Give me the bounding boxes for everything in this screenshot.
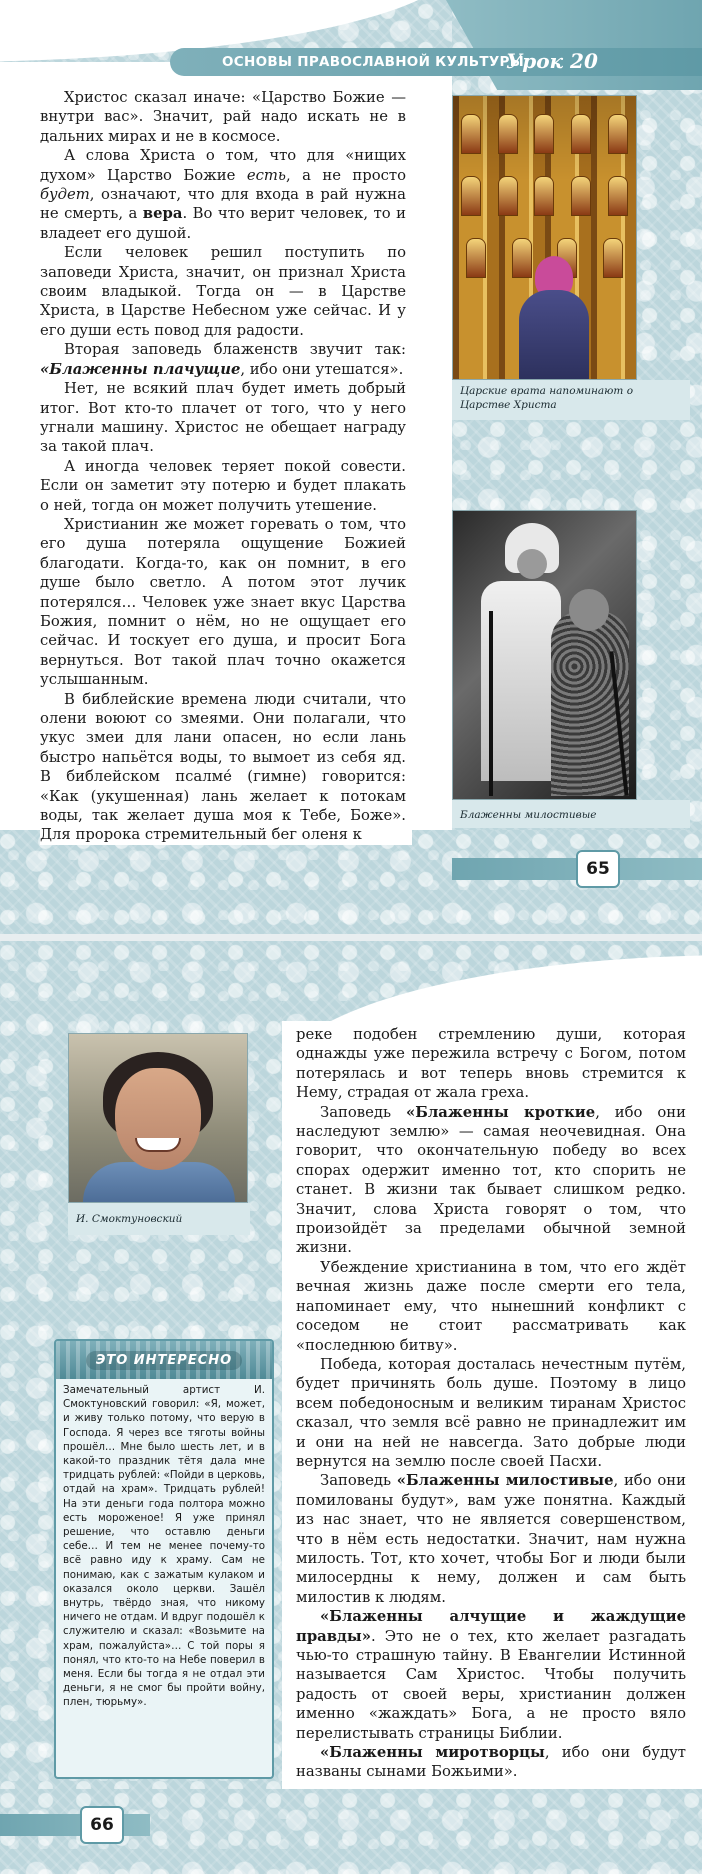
body-paragraph	[40, 690, 406, 845]
emphasis-run: «Блаженны кроткие	[405, 1103, 596, 1121]
text-run: . Это не о тех, кто желает разгадать чью-то страшную тайну. В Евангелии Истинной называется Сам Христос. Чтобы получить радость от своей веры, христианин должен именно «жаждать» Бога, а не просто вяло перелистывать страницы Библии.	[296, 1627, 686, 1742]
iconostasis-photo	[452, 95, 637, 380]
praying-woman-figure	[513, 256, 593, 380]
body-paragraph	[40, 243, 406, 340]
nurse-and-elder-photo	[452, 510, 637, 800]
body-paragraph	[296, 1607, 686, 1743]
emphasis-run: есть	[246, 166, 286, 184]
caption-iconostasis: Царские врата напоминают о Царстве Христа	[452, 380, 690, 420]
text-run: реке подобен стремлению души, которая однажды уже пережила встречу с Богом, потом потерялась и вот теперь вновь стремится к Нему, страдая от жала греха.	[296, 1026, 686, 1102]
emphasis-run: «Блаженны алчущие и жаждущие правды»	[296, 1608, 686, 1645]
page-separator	[0, 934, 702, 941]
body-paragraph	[40, 515, 406, 690]
page-number-bar	[0, 1814, 150, 1836]
text-run: Заповедь	[320, 1103, 406, 1121]
emphasis-run: «Блаженны миротворцы	[320, 1744, 545, 1762]
text-run: А слова Христа о том, что для «нищих духом» Царство Божие	[40, 147, 406, 184]
interesting-fact-title: ЭТО ИНТЕРЕСНО	[86, 1351, 242, 1370]
text-run: Нет, не всякий плач будет иметь добрый итог. Вот кто-то плачет от того, что у него угнали машину. Христос не обещает награду за такой плач.	[40, 380, 406, 456]
text-run: Победа, которая досталась нечестным путём, будет причинять боль душе. Поэтому в лицо всем победоносным и великим тиранам Христос сказал, что земля всё равно не принадлежит им и они на ней не навсегда. Зато добрые люди вернутся на землю после своей Пасхи.	[296, 1355, 686, 1470]
lesson-label: Урок 20	[506, 49, 598, 73]
body-paragraph	[296, 1025, 686, 1103]
icon-row-middle	[453, 176, 636, 222]
text-run: Если человек решил поступить по заповеди Христа, значит, он признал Христа своим владыкой. Тогда он — в Царстве Христа, в Царстве Небесном уже сейчас. И у его души есть повод для радости.	[40, 244, 406, 339]
emphasis-run: «Блаженны плачущие	[40, 360, 241, 378]
emphasis-run: вера	[142, 205, 183, 223]
caption-nurse: Блаженны милостивые	[452, 800, 690, 828]
body-paragraph	[40, 88, 406, 146]
body-paragraph	[296, 1103, 686, 1258]
body-paragraph	[296, 1355, 686, 1471]
text-run: Вторая заповедь блаженств звучит так:	[64, 341, 406, 359]
page-number: 66	[80, 1806, 124, 1844]
text-run: Христианин же может горевать о том, что его душа потеряла ощущение Божией благодати. Когда-то, как он помнит, в его душе было светло. А потом этот лучик потерялся… Человек уже знает вкус Царства Божия, помнит о нём, но не ощущает его сейчас. И тоскует его душа, и просит Бога вернуться. Вот такой плач точно окажется услышанным.	[40, 515, 406, 689]
text-run: А иногда человек теряет покой совести. Если он заметит эту потерю и будет плакать о ней, тогда он может получить утешение.	[40, 457, 406, 514]
body-paragraph	[40, 340, 406, 379]
main-text-column	[40, 88, 412, 845]
main-text-column	[292, 1025, 686, 1782]
running-header-title: ОСНОВЫ ПРАВОСЛАВНОЙ КУЛЬТУРЫ	[222, 54, 525, 70]
body-paragraph	[296, 1258, 686, 1355]
body-paragraph	[40, 146, 406, 243]
page-65	[0, 0, 702, 934]
text-run: , а не просто	[285, 166, 406, 184]
text-run: В библейские времена люди считали, что олени воюют со змеями. Они полагали, что укус змеи для лани опасен, но если лань быстро напьётся воды, то вымоет из себя яд. В библейском псалме́ (гимне) говорится: «Как (укушенная) лань желает к потокам воды, так желает душа моя к Тебе, Боже». Для пророка стремительный бег оленя к	[40, 690, 406, 844]
text-run: , ибо они будут названы сынами Божьими».	[296, 1744, 686, 1781]
actor-portrait-photo	[68, 1033, 248, 1203]
emphasis-run: будет	[40, 186, 90, 204]
text-run: , ибо они утешатся».	[240, 360, 404, 378]
text-run: , ибо они наследуют землю» — самая неочевидная. Она говорит, что окончательную победу во всех спорах одержит именно тот, кто спорить не станет. В жизни так бывает слишком редко. Значит, слова Христа говорят о том, что произойдёт за пределами обычной земной жизни.	[296, 1103, 686, 1257]
interesting-fact-header	[56, 1341, 272, 1379]
text-run: Заповедь	[320, 1472, 397, 1490]
text-run: . Во что верит человек, то и владеет его душой.	[40, 205, 406, 242]
emphasis-run: «Блаженны милостивые	[396, 1472, 614, 1490]
text-run: , ибо они помилованы будут», вам уже понятна. Каждый из нас знает, что не является совершенством, что в нём есть недостатки. Значит, нам нужна милость. Тот, кто хочет, чтобы Бог и люди были милосердны к нему, должен и сам быть милостив к людям.	[296, 1472, 686, 1606]
text-run: Христос сказал иначе: «Царство Божие — внутри вас». Значит, рай надо искать не в дальних мирах и не в космосе.	[40, 89, 406, 145]
caption-actor: И. Смоктуновский	[68, 1203, 250, 1235]
text-run: , означают, что для входа в рай нужна не смерть, а	[40, 186, 406, 223]
interesting-fact-box	[54, 1339, 274, 1779]
body-paragraph	[40, 379, 406, 457]
body-paragraph	[296, 1471, 686, 1607]
interesting-fact-text: Замечательный артист И. Смоктуновский говорил: «Я, может, и живу только потому, что верую в Господа. Я через все тяготы войны прошёл… Мне было шесть лет, и в какой-то праздник тётя дала мне тридцать рублей: «Пойди в церковь, отдай на храм». Тридцать рублей! На эти деньги года полтора можно есть мороженое! Я уже принял решение, что оставлю деньги себе… И тем не менее почему-то всё равно иду к храму. Сам не понимаю, как с зажатым кулаком и оказался около церкви. Зашёл внутрь, твёрдо зная, что никому ничего не отдам. И вдруг подошёл к служителю и сказал: «Возьмите на храм, пожалуйста»… С той поры я понял, что кто-то на Небе поверил в меня. Если бы тогда я не отдал эти деньги, я не смог бы пройти войну, плен, тюрьму».	[63, 1384, 265, 1709]
icon-row-top	[453, 114, 636, 160]
body-paragraph	[296, 1743, 686, 1782]
page-number: 65	[576, 850, 620, 888]
text-run: Убеждение христианина в том, что его ждёт вечная жизнь даже после смерти его тела, напоминает ему, что нынешний конфликт с соседом не стоит рассматривать как «последнюю битву».	[296, 1258, 686, 1354]
page-66	[0, 941, 702, 1874]
body-paragraph	[40, 457, 406, 515]
